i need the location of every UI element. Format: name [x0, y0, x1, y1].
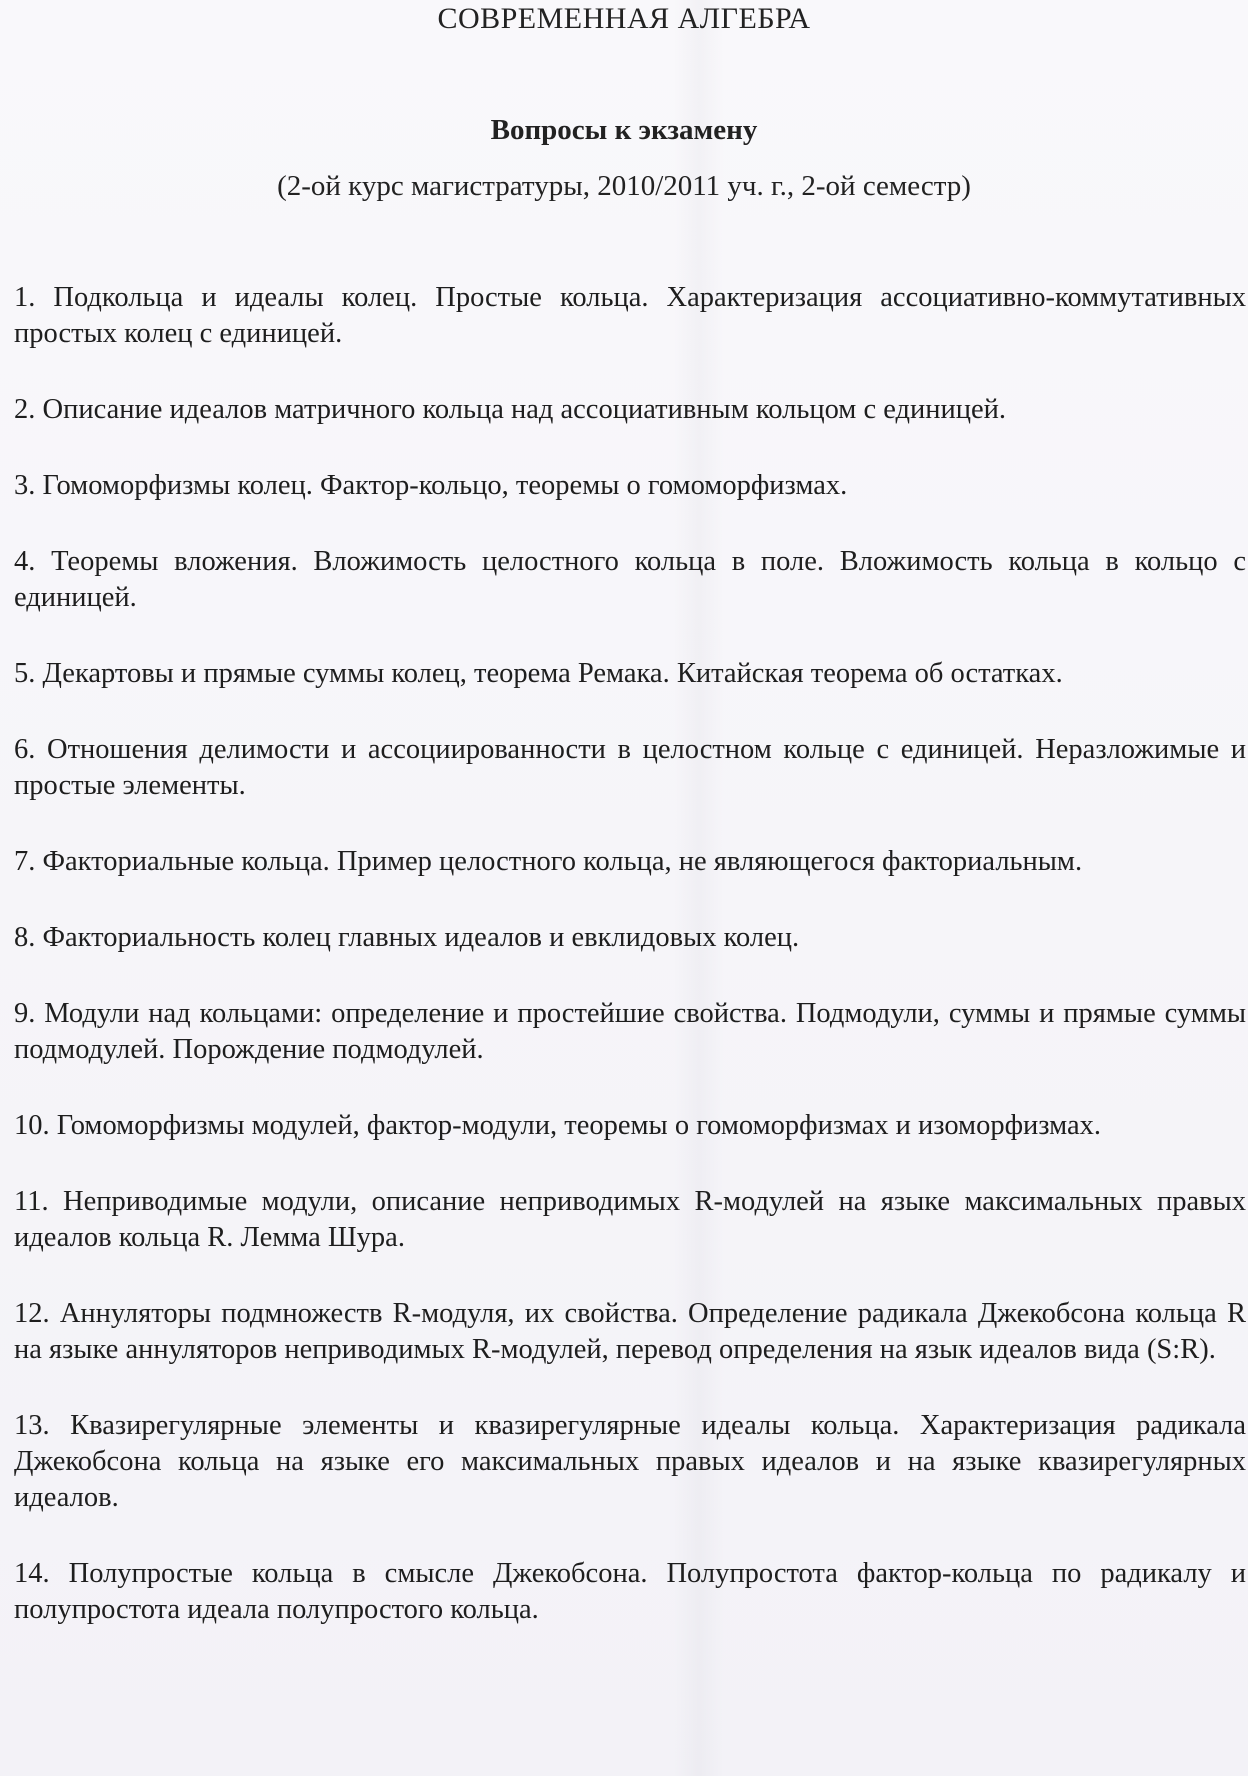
question-item: [14, 1556, 1246, 1628]
question-item: [14, 392, 1246, 428]
question-item: [14, 1296, 1246, 1368]
document-title: СОВРЕМЕННАЯ АЛГЕБРА: [437, 2, 811, 35]
question-text: Неприводимые модули, описание неприводимых R-модулей на языке максимальных правых идеалов кольца R. Лемма Шура.: [14, 1186, 1246, 1253]
question-text: Теоремы вложения. Вложимость целостного кольца в поле. Вложимость кольца в кольцо с единицей.: [14, 546, 1246, 613]
question-text: Описание идеалов матричного кольца над ассоциативным кольцом с единицей.: [42, 394, 1007, 425]
question-text: Подкольца и идеалы колец. Простые кольца. Характеризация ассоциативно-коммутативных простых колец с единицей.: [14, 282, 1246, 349]
question-text: Квазирегулярные элементы и квазирегулярные идеалы кольца. Характеризация радикала Джекобсона кольца на языке его максимальных правых идеалов и на языке квазирегулярных идеалов.: [14, 1410, 1246, 1513]
question-item: [14, 996, 1246, 1068]
question-item: [14, 1408, 1246, 1516]
question-number: 13.: [14, 1410, 50, 1441]
question-item: [14, 1184, 1246, 1256]
question-number: 5.: [14, 658, 36, 689]
document-course-note: (2-ой курс магистратуры, 2010/2011 уч. г., 2-ой семестр): [277, 170, 971, 202]
question-text: Гомоморфизмы модулей, фактор-модули, теоремы о гомоморфизмах и изоморфизмах.: [56, 1110, 1102, 1141]
question-list: [14, 280, 1246, 1668]
question-number: 1.: [14, 282, 36, 313]
question-number: 9.: [14, 998, 36, 1029]
question-number: 6.: [14, 734, 36, 765]
question-item: [14, 280, 1246, 352]
question-text: Факториальные кольца. Пример целостного кольца, не являющегося факториальным.: [42, 846, 1083, 877]
question-number: 12.: [14, 1298, 50, 1329]
question-number: 3.: [14, 470, 36, 501]
document-subtitle: Вопросы к экзамену: [490, 114, 758, 146]
question-text: Гомоморфизмы колец. Фактор-кольцо, теоремы о гомоморфизмах.: [42, 470, 848, 501]
question-number: 10.: [14, 1110, 50, 1141]
question-text: Отношения делимости и ассоциированности в целостном кольце с единицей. Неразложимые и простые элементы.: [14, 734, 1247, 801]
question-text: Полупростые кольца в смысле Джекобсона. Полупростота фактор-кольца по радикалу и полупростота идеала полупростого кольца.: [14, 1558, 1247, 1625]
question-item: [14, 544, 1246, 616]
question-number: 11.: [14, 1186, 49, 1217]
question-number: 7.: [14, 846, 36, 877]
question-item: [14, 468, 1246, 504]
question-text: Модули над кольцами: определение и простейшие свойства. Подмодули, суммы и прямые суммы подмодулей. Порождение подмодулей.: [14, 998, 1247, 1065]
question-number: 4.: [14, 546, 36, 577]
question-text: Факториальность колец главных идеалов и евклидовых колец.: [42, 922, 800, 953]
question-number: 8.: [14, 922, 36, 953]
question-item: [14, 732, 1246, 804]
question-text: Декартовы и прямые суммы колец, теорема Ремака. Китайская теорема об остатках.: [42, 658, 1063, 689]
question-number: 2.: [14, 394, 36, 425]
question-item: [14, 920, 1246, 956]
question-item: [14, 844, 1246, 880]
question-number: 14.: [14, 1558, 50, 1589]
question-item: [14, 1108, 1246, 1144]
question-item: [14, 656, 1246, 692]
question-text: Аннуляторы подмножеств R-модуля, их свойства. Определение радикала Джекобсона кольца R на языке аннуляторов неприводимых R-модулей, перевод определения на язык идеалов вида (S:R).: [14, 1298, 1246, 1365]
